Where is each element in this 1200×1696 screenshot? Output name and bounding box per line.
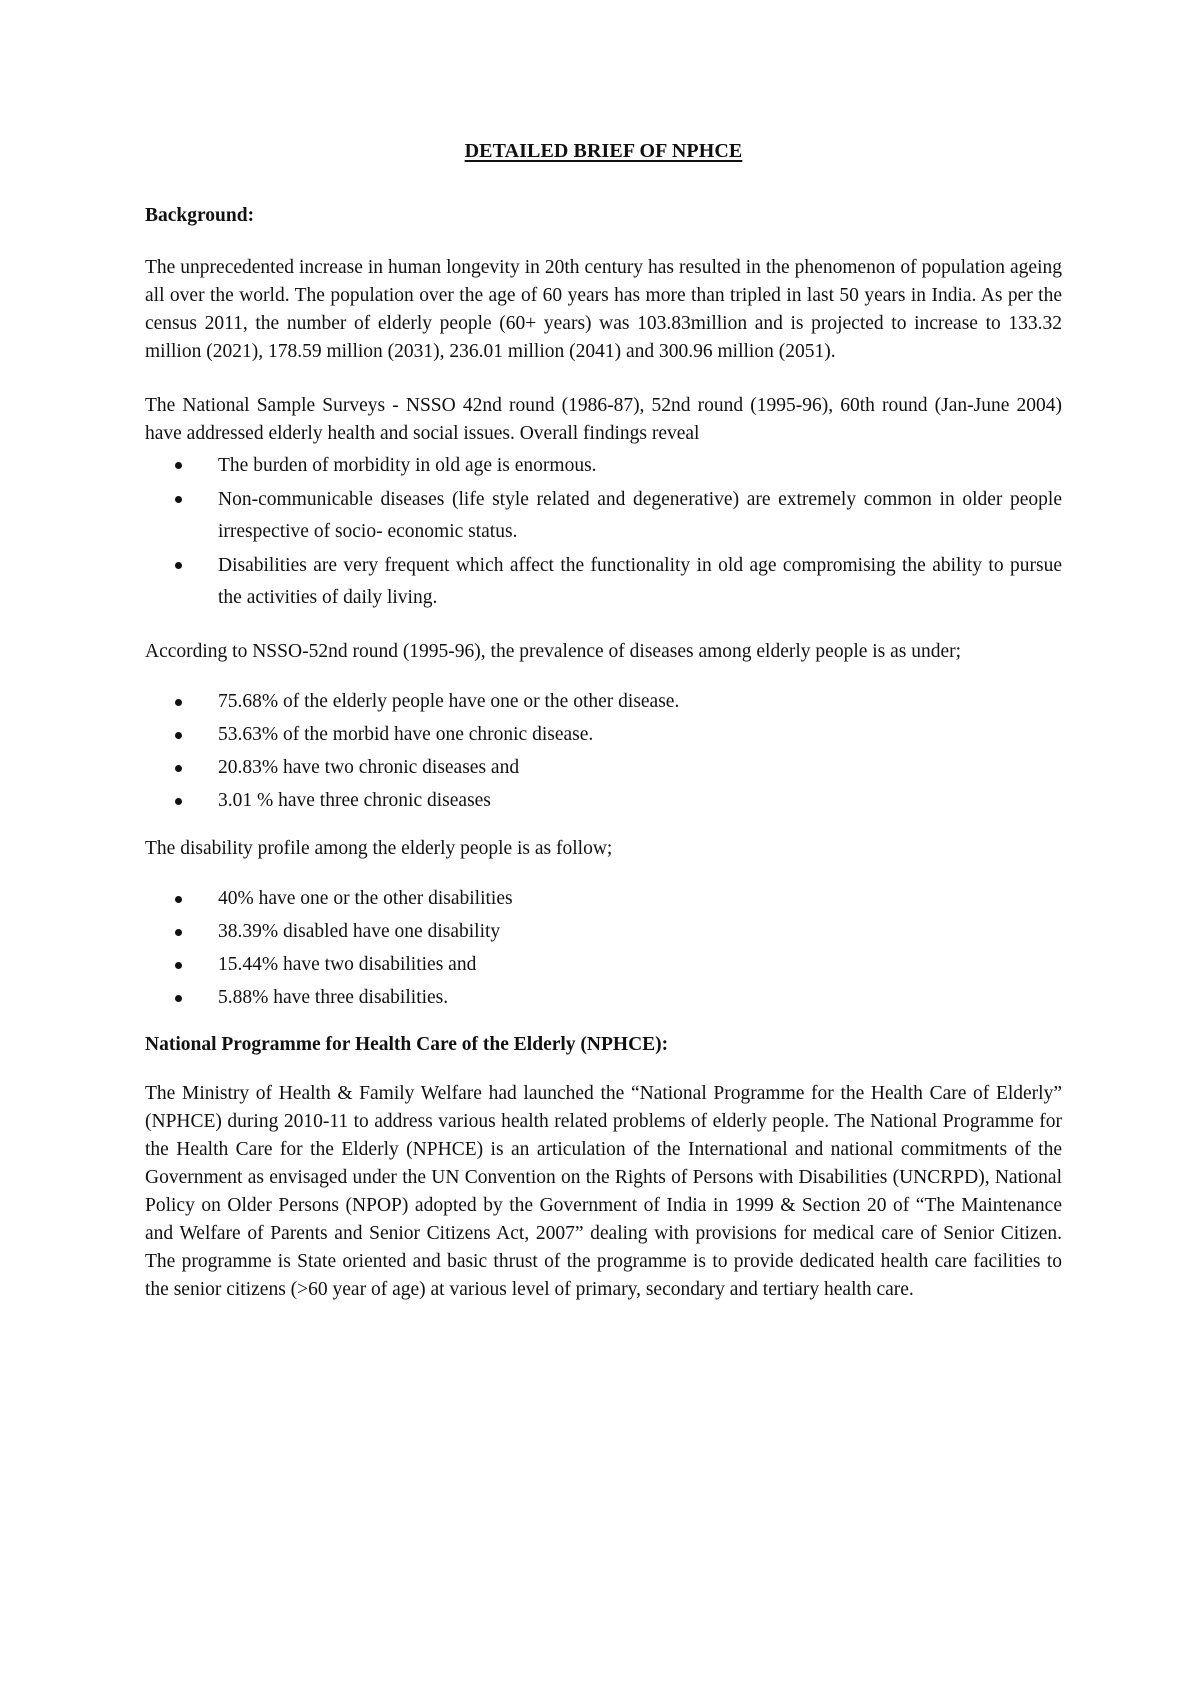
- list-item: [145, 550, 1062, 614]
- list-item-text: 15.44% have two disabilities and: [218, 954, 477, 975]
- list-item: [145, 885, 1062, 913]
- nphce-heading: National Programme for Health Care of the Elderly (NPHCE):: [145, 1034, 669, 1055]
- list-item: [145, 484, 1062, 548]
- disability-intro: The disability profile among the elderly people is as follow;: [145, 838, 613, 859]
- findings-list: [145, 450, 1062, 614]
- bullet-icon: [175, 732, 182, 739]
- bullet-icon: [175, 962, 182, 969]
- list-item: [145, 984, 1062, 1012]
- list-item-text: 5.88% have three disabilities.: [218, 987, 449, 1008]
- background-paragraph-2: The National Sample Surveys - NSSO 42nd round (1986-87), 52nd round (1995-96), 60th round (Jan-June 2004) have addressed elderly health and social issues. Overall findings reveal: [145, 395, 1062, 444]
- list-item: [145, 450, 1062, 482]
- document-page: [145, 140, 1062, 1304]
- list-item: [145, 688, 1062, 716]
- list-item-text: 38.39% disabled have one disability: [218, 921, 501, 942]
- bullet-icon: [175, 462, 182, 469]
- list-item-text: 75.68% of the elderly people have one or the other disease.: [218, 691, 680, 712]
- bullet-icon: [175, 896, 182, 903]
- list-item-text: Disabilities are very frequent which affect the functionality in old age compromising the ability to pursue the activities of daily living.: [218, 555, 1062, 608]
- background-heading: Background:: [145, 205, 255, 226]
- bullet-icon: [175, 929, 182, 936]
- bullet-icon: [175, 699, 182, 706]
- bullet-icon: [175, 496, 182, 503]
- list-item-text: The burden of morbidity in old age is enormous.: [218, 455, 597, 476]
- bullet-icon: [175, 995, 182, 1002]
- list-item-text: 53.63% of the morbid have one chronic disease.: [218, 724, 594, 745]
- document-title: DETAILED BRIEF OF NPHCE: [464, 140, 743, 162]
- list-item-text: Non-communicable diseases (life style related and degenerative) are extremely common in older people irrespective of socio- economic status.: [218, 489, 1062, 542]
- background-paragraph-1: The unprecedented increase in human longevity in 20th century has resulted in the phenomenon of population ageing all over the world. The population over the age of 60 years has more than tripled in last 50 years in India. As per the census 2011, the number of elderly people (60+ years) was 103.83million and is projected to increase to 133.32 million (2021), 178.59 million (2031), 236.01 million (2041) and 300.96 million (2051).: [145, 257, 1062, 362]
- bullet-icon: [175, 798, 182, 805]
- list-item: [145, 951, 1062, 979]
- prevalence-list: [145, 688, 1062, 815]
- prevalence-intro: According to NSSO-52nd round (1995-96), the prevalence of diseases among elderly people is as under;: [145, 641, 962, 662]
- bullet-icon: [175, 765, 182, 772]
- list-item-text: 3.01 % have three chronic diseases: [218, 790, 491, 811]
- nphce-paragraph: The Ministry of Health & Family Welfare had launched the “National Programme for the Health Care of Elderly” (NPHCE) during 2010-11 to address various health related problems of elderly people. The National Programme for the Health Care for the Elderly (NPHCE) is an articulation of the International and national commitments of the Government as envisaged under the UN Convention on the Rights of Persons with Disabilities (UNCRPD), National Policy on Older Persons (NPOP) adopted by the Government of India in 1999 & Section 20 of “The Maintenance and Welfare of Parents and Senior Citizens Act, 2007” dealing with provisions for medical care of Senior Citizen. The programme is State oriented and basic thrust of the programme is to provide dedicated health care facilities to the senior citizens (>60 year of age) at various level of primary, secondary and tertiary health care.: [145, 1083, 1062, 1300]
- list-item: [145, 721, 1062, 749]
- list-item: [145, 787, 1062, 815]
- list-item: [145, 918, 1062, 946]
- list-item: [145, 754, 1062, 782]
- list-item-text: 40% have one or the other disabilities: [218, 888, 513, 909]
- list-item-text: 20.83% have two chronic diseases and: [218, 757, 520, 778]
- disability-list: [145, 885, 1062, 1012]
- bullet-icon: [175, 562, 182, 569]
